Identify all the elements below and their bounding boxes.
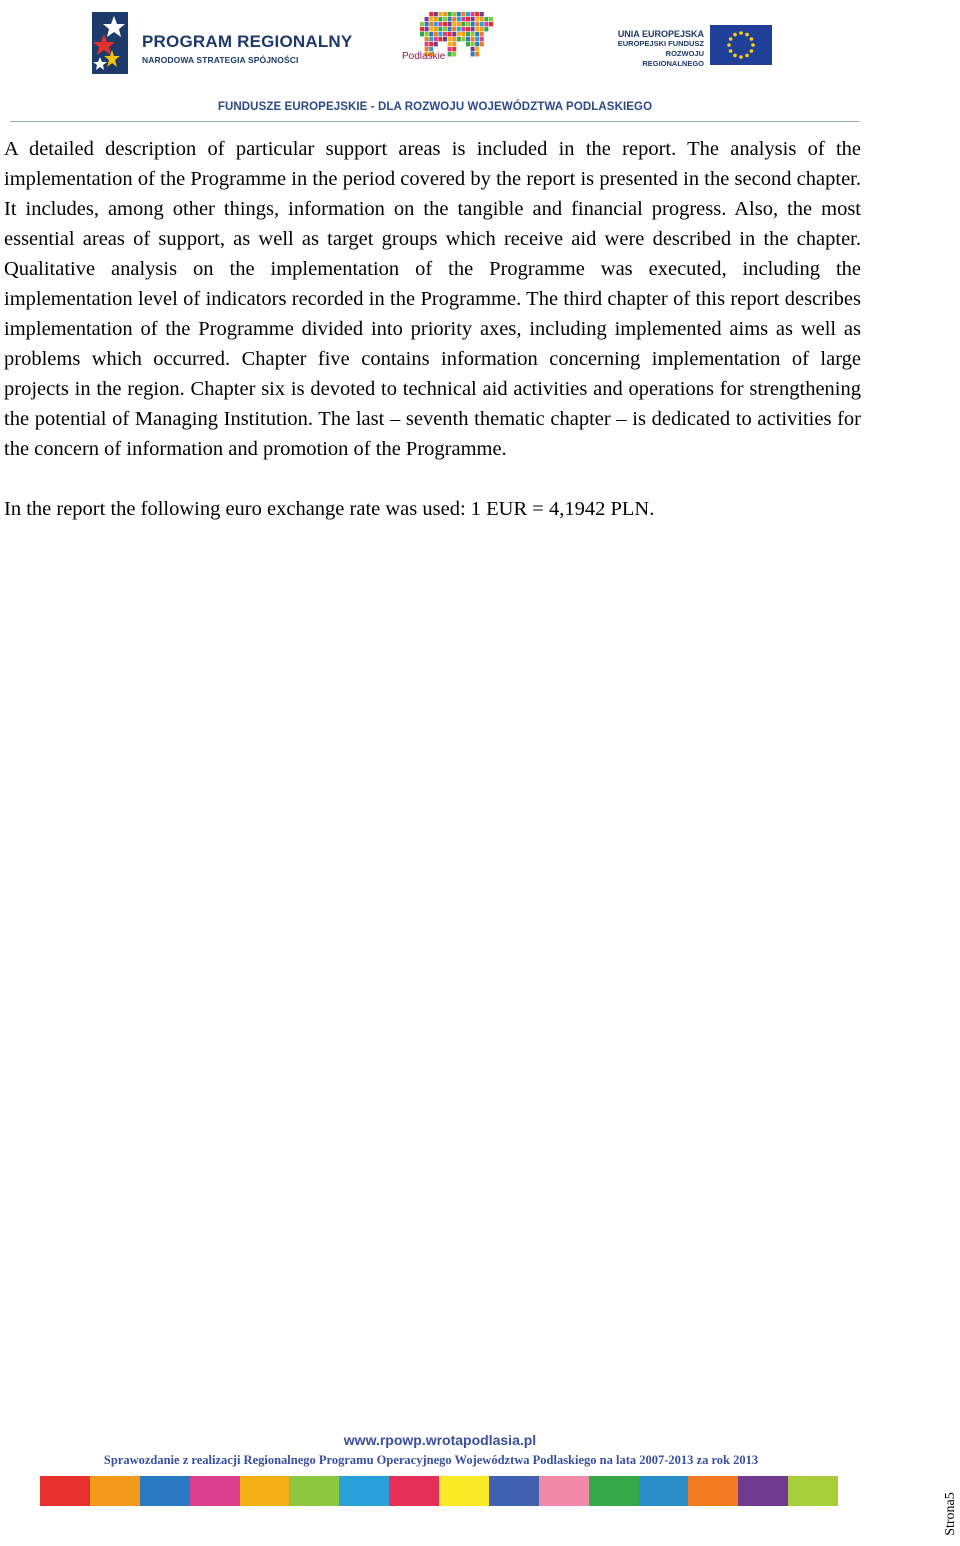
footer-url-link[interactable]: www.rpowp.wrotapodlasia.pl — [343, 1432, 537, 1448]
color-bar-segment — [90, 1476, 140, 1506]
podlaskie-label: Podlaskie — [402, 51, 446, 62]
program-subtitle: NARODOWA STRATEGIA SPÓJNOŚCI — [142, 55, 299, 65]
color-bar-segment — [539, 1476, 589, 1506]
podlaskie-logo — [400, 10, 500, 68]
color-bar-segment — [339, 1476, 389, 1506]
eu-line1: UNIA EUROPEJSKA — [617, 29, 704, 39]
stars-emblem-icon — [92, 12, 128, 74]
color-bar-segment — [688, 1476, 738, 1506]
color-bar-segment — [738, 1476, 788, 1506]
eu-line3: ROZWOJU REGIONALNEGO — [642, 49, 704, 68]
color-bar-segment — [289, 1476, 339, 1506]
footer-color-bar — [40, 1476, 838, 1506]
footer-report-title: Sprawozdanie z realizacji Regionalnego Programu Operacyjnego Województwa Podlaskiego na lata 2007-2013 za rok 2013 — [103, 1453, 759, 1467]
eu-line2: EUROPEJSKI FUNDUSZ — [617, 39, 704, 48]
color-bar-segment — [439, 1476, 489, 1506]
eu-flag-icon — [710, 25, 772, 65]
page-header — [0, 0, 960, 124]
color-bar-segment — [140, 1476, 190, 1506]
header-slogan: FUNDUSZE EUROPEJSKIE - DLA ROZWOJU WOJEWÓDZTWA PODLASKIEGO — [217, 101, 653, 113]
color-bar-segment — [489, 1476, 539, 1506]
header-divider — [10, 121, 860, 122]
color-bar-segment — [589, 1476, 639, 1506]
color-bar-segment — [788, 1476, 838, 1506]
eu-logo — [604, 25, 770, 69]
color-bar-segment — [389, 1476, 439, 1506]
page-number-label: Strona5 — [943, 1492, 958, 1536]
color-bar-segment — [40, 1476, 90, 1506]
body-paragraph-1: A detailed description of particular support areas is included in the report. The analysis of the implementation of the Programme in the period covered by the report is presented in the second chapter. It includes, among other things, information on the tangible and financial progress. Also, the most essential areas of support, as well as target groups which receive aid were described in the chapter. Qualitative analysis on the implementation of the Programme was executed, including the implementation level of indicators recorded in the Programme. The third chapter of this report describes implementation of the Programme divided into priority axes, including implemented aims as well as problems which occurred. Chapter five contains information concerning implementation of large projects in the region. Chapter six is devoted to technical aid activities and operations for strengthening the potential of Managing Institution. The last – seventh thematic chapter – is dedicated to activities for the concern of information and promotion of the Programme. — [4, 138, 861, 460]
body-paragraph-2: In the report the following euro exchange rate was used: 1 EUR = 4,1942 PLN. — [4, 498, 655, 520]
page-number — [943, 1486, 959, 1542]
color-bar-segment — [240, 1476, 290, 1506]
program-title: PROGRAM REGIONALNY — [142, 32, 353, 51]
color-bar-segment — [190, 1476, 240, 1506]
program-regionalny-logo — [92, 12, 353, 76]
color-bar-segment — [639, 1476, 689, 1506]
document-body — [4, 134, 861, 524]
